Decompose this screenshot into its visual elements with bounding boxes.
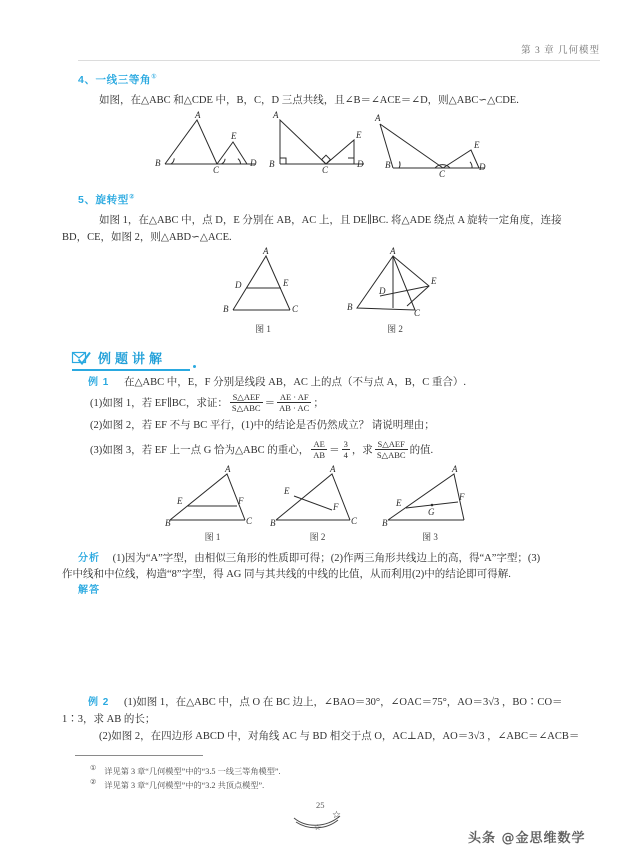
svg-text:D: D <box>479 162 486 172</box>
section-heading-5 <box>78 192 135 207</box>
example1-q1-frac1-den: S△ABC <box>231 403 261 413</box>
example1-q3 <box>90 440 610 461</box>
banner-dot <box>193 365 196 368</box>
example1-q3-frac1-den: AB <box>313 450 326 460</box>
example2-line1-text: (1)如图 1，在△ABC 中，点 O 在 BC 边上，∠BAO＝30°，∠OAC＝75°，AO＝3√3 ，BO∶CO＝ <box>123 697 563 708</box>
svg-text:B: B <box>382 518 388 528</box>
watermark: 头条 @金思维数学 <box>468 831 586 846</box>
svg-text:C: C <box>213 165 220 175</box>
svg-text:D: D <box>235 280 242 290</box>
answer-tag: 解答 <box>78 585 100 596</box>
example1-q1-frac2 <box>277 392 311 413</box>
footnote-1-text: 详见第 3 章“几何模型”中的“3.5 一线三等角模型”. <box>104 766 281 776</box>
svg-text:D: D <box>357 159 364 169</box>
figure-example1-fig1 <box>165 466 260 528</box>
svg-text:A: A <box>330 464 336 474</box>
section-5-body-line2: BD，CE，如图 2，则△ABD∽△ACE. <box>62 232 232 243</box>
example2-tag: 例 2 <box>88 697 110 708</box>
svg-text:C: C <box>292 304 299 314</box>
figure-rotation-after <box>345 248 445 318</box>
footnote-1-mark: ① <box>90 764 97 772</box>
example1-q1-frac1-num: S△AEF <box>230 392 263 403</box>
example1-stem-text: 在△ABC 中，E，F 分别是线段 AB，AC 上的点（不与点 A，B，C 重合）. <box>123 377 467 388</box>
svg-text:A: A <box>195 110 201 120</box>
svg-text:A: A <box>390 246 396 256</box>
analysis-line2: 作中线和中位线，构造“8”字型，得 AG 同与其共线的中线的比值，从而利用(2)中的结论即可得解. <box>62 569 511 580</box>
analysis-tag: 分析 <box>78 553 100 564</box>
figure-acute-three-equal-angles <box>155 112 265 174</box>
section-heading-4-text: 4、一线三等角 <box>78 74 152 86</box>
svg-text:E: E <box>231 131 237 141</box>
svg-text:E: E <box>356 130 362 140</box>
svg-text:☆: ☆ <box>332 810 341 821</box>
page-ornament-icon <box>292 806 348 832</box>
banner-underline <box>72 369 190 371</box>
svg-text:B: B <box>385 160 391 170</box>
svg-text:B: B <box>155 158 161 168</box>
svg-text:A: A <box>452 464 458 474</box>
footnote-2 <box>90 776 264 792</box>
svg-text:A: A <box>375 113 381 123</box>
svg-text:C: C <box>351 516 358 526</box>
svg-text:E: E <box>283 278 289 288</box>
example1-q3-mid: ，求 <box>351 444 373 456</box>
svg-text:C: C <box>414 308 421 318</box>
figure-caption-rotation-before: 图 1 <box>255 324 271 334</box>
svg-text:☆: ☆ <box>314 823 322 832</box>
example1-q1-frac2-den: AB · AC <box>279 403 310 413</box>
svg-text:C: C <box>246 516 253 526</box>
figure-rotation-before <box>218 248 308 318</box>
example1-q3-frac1 <box>311 439 327 460</box>
svg-text:B: B <box>165 518 171 528</box>
svg-text:B: B <box>270 518 276 528</box>
svg-text:E: E <box>431 276 437 286</box>
section-4-body: 如图，在△ABC 和△CDE 中，B，C，D 三点共线，且∠B＝∠ACE＝∠D，则△ABC∽△CDE. <box>99 95 519 106</box>
figure-caption-example1-fig1: 图 1 <box>204 532 221 542</box>
footnote-mark-2: ② <box>128 193 135 201</box>
svg-text:C: C <box>439 169 446 179</box>
example1-q1-frac1 <box>230 392 263 413</box>
example-section-title: 例题讲解 <box>98 351 167 366</box>
footnote-mark-1: ① <box>151 73 158 81</box>
svg-text:E: E <box>177 496 183 506</box>
example1-q3-frac2 <box>342 439 350 460</box>
figure-caption-example1-fig2: 图 2 <box>309 532 326 542</box>
example1-q3-frac3 <box>375 439 408 460</box>
figure-caption-example1-fig3: 图 3 <box>422 532 438 542</box>
example1-q3-frac2-num: 3 <box>343 439 348 449</box>
example1-q3-suffix: 的值. <box>409 444 434 456</box>
svg-text:E: E <box>474 140 480 150</box>
analysis-line1: (1)因为“A”字型，由相似三角形的性质即可得；(2)作两三角形共线边上的高，得“A”字型；(3) <box>112 553 541 564</box>
svg-text:D: D <box>250 158 257 168</box>
figure-example1-fig2 <box>270 466 365 528</box>
example2-line1 <box>88 694 603 711</box>
figure-obtuse-three-equal-angles <box>375 112 505 178</box>
example1-q1-eq: ＝ <box>264 397 276 409</box>
svg-text:A: A <box>225 464 231 474</box>
footnote-2-text: 详见第 3 章“几何模型”中的“3.2 共顶点模型”. <box>104 780 265 790</box>
example2-line3: (2)如图 2，在四边形 ABCD 中，对角线 AC 与 BD 相交于点 O，AC⊥AD，AO＝3√3 ，∠ABC＝∠ACB＝ <box>99 731 580 742</box>
example1-q2: (2)如图 2，若 EF 不与 BC 平行，(1)中的结论是否仍然成立？ 请说明理由； <box>90 420 435 431</box>
svg-text:F: F <box>459 492 465 502</box>
example1-q3-frac3-den: S△ABC <box>376 450 406 460</box>
example1-analysis <box>78 550 603 567</box>
figure-right-three-equal-angles <box>268 112 378 174</box>
svg-text:B: B <box>223 304 229 314</box>
example1-q1-prefix: (1)如图 1，若 EF∥BC，求证： <box>90 397 228 409</box>
example-section-banner <box>72 348 166 367</box>
example1-tag: 例 1 <box>88 377 110 388</box>
figure-caption-rotation-after: 图 2 <box>387 324 403 334</box>
header-rule <box>78 60 600 61</box>
svg-text:F: F <box>333 502 339 512</box>
example1-q3-frac1-num: AE <box>311 439 327 450</box>
example1-q1-frac2-num: AE · AF <box>277 392 311 403</box>
example1-stem <box>88 374 598 391</box>
example1-q1 <box>90 393 600 414</box>
svg-text:G: G <box>428 507 435 517</box>
svg-text:B: B <box>347 302 353 312</box>
checked-envelope-icon <box>72 351 91 365</box>
example1-q3-eq: ＝ <box>329 444 340 456</box>
footnote-2-mark: ② <box>90 778 97 786</box>
footnote-rule <box>75 755 203 756</box>
section-heading-5-text: 5、旋转型 <box>78 194 129 206</box>
running-head: 第 3 章 几何模型 <box>521 46 600 56</box>
svg-text:F: F <box>238 496 244 506</box>
example1-q1-suffix: ； <box>313 397 324 409</box>
svg-text:D: D <box>379 286 386 296</box>
example2-line2: 1∶3，求 AB 的长； <box>62 714 156 725</box>
svg-text:A: A <box>263 246 269 256</box>
svg-text:B: B <box>269 159 275 169</box>
example1-answer <box>78 582 100 599</box>
svg-text:E: E <box>396 498 402 508</box>
section-heading-4 <box>78 72 157 87</box>
svg-text:A: A <box>273 110 279 120</box>
svg-text:C: C <box>322 165 329 175</box>
figure-example1-fig3 <box>380 466 480 528</box>
page-number: 25 <box>316 800 325 810</box>
example1-q3-frac3-num: S△AEF <box>375 439 408 450</box>
example1-q3-prefix: (3)如图 3，若 EF 上一点 G 恰为△ABC 的重心， <box>90 444 310 456</box>
svg-text:E: E <box>284 486 290 496</box>
example1-q3-frac2-den: 4 <box>343 450 348 460</box>
section-5-body-line1: 如图 1，在△ABC 中，点 D，E 分别在 AB，AC 上，且 DE∥BC. 将△ADE 绕点 A 旋转一定角度，连接 <box>99 215 562 226</box>
